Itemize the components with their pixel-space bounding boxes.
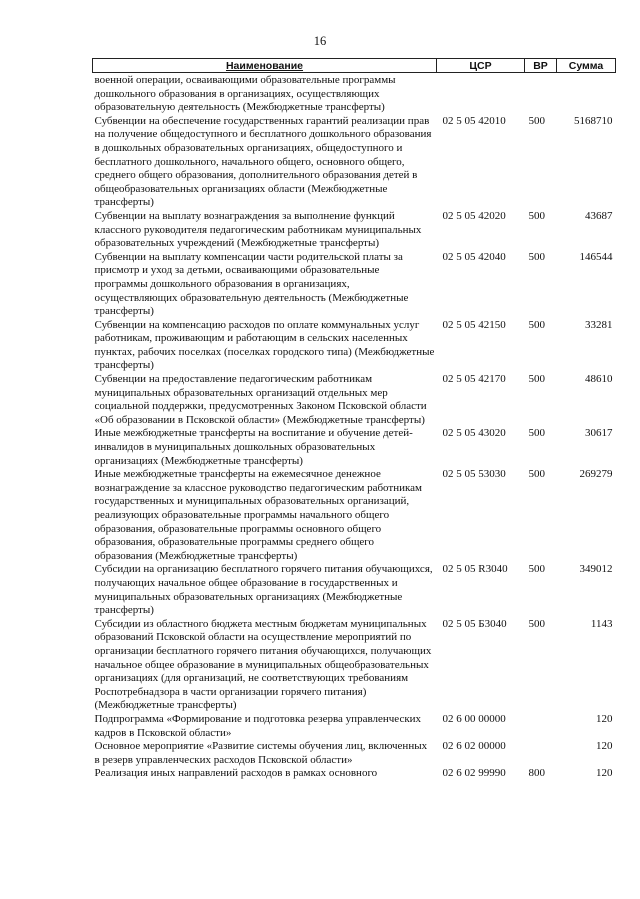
row-csr: 02 5 05 42150 xyxy=(442,318,506,331)
row-vr xyxy=(525,713,557,740)
row-sum: 120 xyxy=(596,740,613,753)
table-row xyxy=(93,740,616,767)
header-vr: ВР xyxy=(525,59,557,73)
table-row xyxy=(93,767,616,781)
row-sum: 48610 xyxy=(585,373,613,386)
row-vr: 500 xyxy=(528,563,545,576)
page-number: 16 xyxy=(313,34,327,48)
row-csr: 02 6 02 00000 xyxy=(442,740,506,753)
table-row xyxy=(93,713,616,740)
header-name: Наименование xyxy=(93,59,437,73)
row-sum: 120 xyxy=(596,712,613,725)
header-csr: ЦСР xyxy=(437,59,525,73)
row-name: Субсидии из областного бюджета местным бюджетам муниципальных образований Псковской области на осуществление мероприятий по организации бесплатного горячего питания обучающихся, получающих начальное общее образование в муниципальных общеобразовательных организациях (для организаций, не соответствующих требованиям Роспотребнадзора в части организации горячего питания) (Межбюджетные трансферты) xyxy=(94,617,432,712)
table-row xyxy=(93,251,616,319)
row-vr: 500 xyxy=(528,114,545,127)
table-row xyxy=(93,115,616,210)
table-row xyxy=(93,73,616,115)
row-name: Субсидии на организацию бесплатного горячего питания обучающихся, получающих начальное общее образование в государственных и муниципальных образовательных организациях (Межбюджетные трансферты) xyxy=(94,563,433,617)
row-vr: 800 xyxy=(528,767,545,780)
row-sum: 30617 xyxy=(585,427,613,440)
row-sum: 349012 xyxy=(579,563,613,576)
row-csr: 02 5 05 42040 xyxy=(442,250,506,263)
row-sum: 5168710 xyxy=(574,114,613,127)
table-header-row xyxy=(93,59,616,73)
row-name: военной операции, осваивающими образовательные программы дошкольного образования в организациях, осуществляющих образовательную деятельность (Межбюджетные трансферты) xyxy=(94,74,396,114)
row-name: Подпрограмма «Формирование и подготовка резерва управленческих кадров в Псковской области» xyxy=(94,712,422,739)
budget-table-container xyxy=(92,58,615,781)
table-row xyxy=(93,563,616,617)
table-row xyxy=(93,319,616,373)
row-sum: 33281 xyxy=(585,318,613,331)
row-name: Субвенции на предоставление педагогическим работникам муниципальных образовательных организаций отдельных мер социальной поддержки, предусмотренных Законом Псковской области «Об образовании в Псковской области» (Межбюджетные трансферты) xyxy=(94,373,427,426)
row-vr xyxy=(525,740,557,767)
table-row xyxy=(93,468,616,563)
row-vr: 500 xyxy=(528,617,545,630)
row-csr xyxy=(437,73,525,115)
row-csr: 02 5 05 43020 xyxy=(442,427,506,440)
row-sum: 43687 xyxy=(585,209,613,222)
row-sum: 146544 xyxy=(579,250,613,263)
table-row xyxy=(93,618,616,713)
row-name: Субвенции на компенсацию расходов по оплате коммунальных услуг работникам, проживающим и работающим в сельских населенных пунктах, рабочих поселках (поселках городского типа) (Межбюджетные трансферты) xyxy=(94,318,435,372)
row-vr: 500 xyxy=(528,250,545,263)
row-csr: 02 6 02 99990 xyxy=(442,767,506,780)
header-sum: Сумма xyxy=(557,59,616,73)
row-name: Субвенции на выплату вознаграждения за выполнение функций классного руководителя педагогическим работникам муниципальных образовательных учреждений (Межбюджетные трансферты) xyxy=(94,209,422,250)
row-name: Реализация иных направлений расходов в рамках основного xyxy=(94,767,378,780)
row-csr: 02 5 05 53030 xyxy=(442,468,506,481)
row-vr: 500 xyxy=(528,373,545,386)
row-csr: 02 6 00 00000 xyxy=(442,712,506,725)
row-csr: 02 5 05 Б3040 xyxy=(442,617,507,630)
row-name: Субвенции на выплату компенсации части родительской платы за присмотр и уход за детьми, осваивающими образовательные программы дошкольного образования в организациях, осуществляющих образовательную деятельность (Межбюджетные трансферты) xyxy=(94,250,409,318)
row-name: Иные межбюджетные трансферты на воспитание и обучение детей-инвалидов в муниципальных дошкольных образовательных организациях (Межбюджетные трансферты) xyxy=(94,427,413,467)
row-vr: 500 xyxy=(528,209,545,222)
table-row xyxy=(93,210,616,251)
budget-table xyxy=(92,58,616,781)
row-csr: 02 5 05 R3040 xyxy=(442,563,508,576)
row-sum: 1143 xyxy=(590,617,613,630)
row-sum: 269279 xyxy=(579,468,613,481)
table-row xyxy=(93,373,616,427)
row-vr: 500 xyxy=(528,318,545,331)
row-sum xyxy=(557,73,616,115)
row-vr: 500 xyxy=(528,468,545,481)
table-row xyxy=(93,427,616,468)
row-name: Основное мероприятие «Развитие системы обучения лиц, включенных в резерв управленческих расходов Псковской области» xyxy=(94,740,428,766)
row-vr xyxy=(525,73,557,115)
row-name: Иные межбюджетные трансферты на ежемесячное денежное вознаграждение за классное руководство педагогическим работникам государственных и муниципальных образовательных организаций, реализующих образовательные программы начального общего образования, образовательные программы основного общего образования, образовательные программы среднего общего образования (Межбюджетные трансферты) xyxy=(94,468,423,562)
row-csr: 02 5 05 42020 xyxy=(442,209,506,222)
row-vr: 500 xyxy=(528,427,545,440)
row-csr: 02 5 05 42010 xyxy=(442,114,506,127)
row-csr: 02 5 05 42170 xyxy=(442,373,506,386)
row-name: Субвенции на обеспечение государственных гарантий реализации прав на получение общедоступного и бесплатного дошкольного образования в дошкольных образовательных организациях, общедоступного и бесплатного дошкольного, начального общего, основного общего, среднего общего образования, дополнительного образования детей в общеобразовательных организациях области (Межбюджетные трансферты) xyxy=(94,114,432,209)
row-sum: 120 xyxy=(596,767,613,780)
